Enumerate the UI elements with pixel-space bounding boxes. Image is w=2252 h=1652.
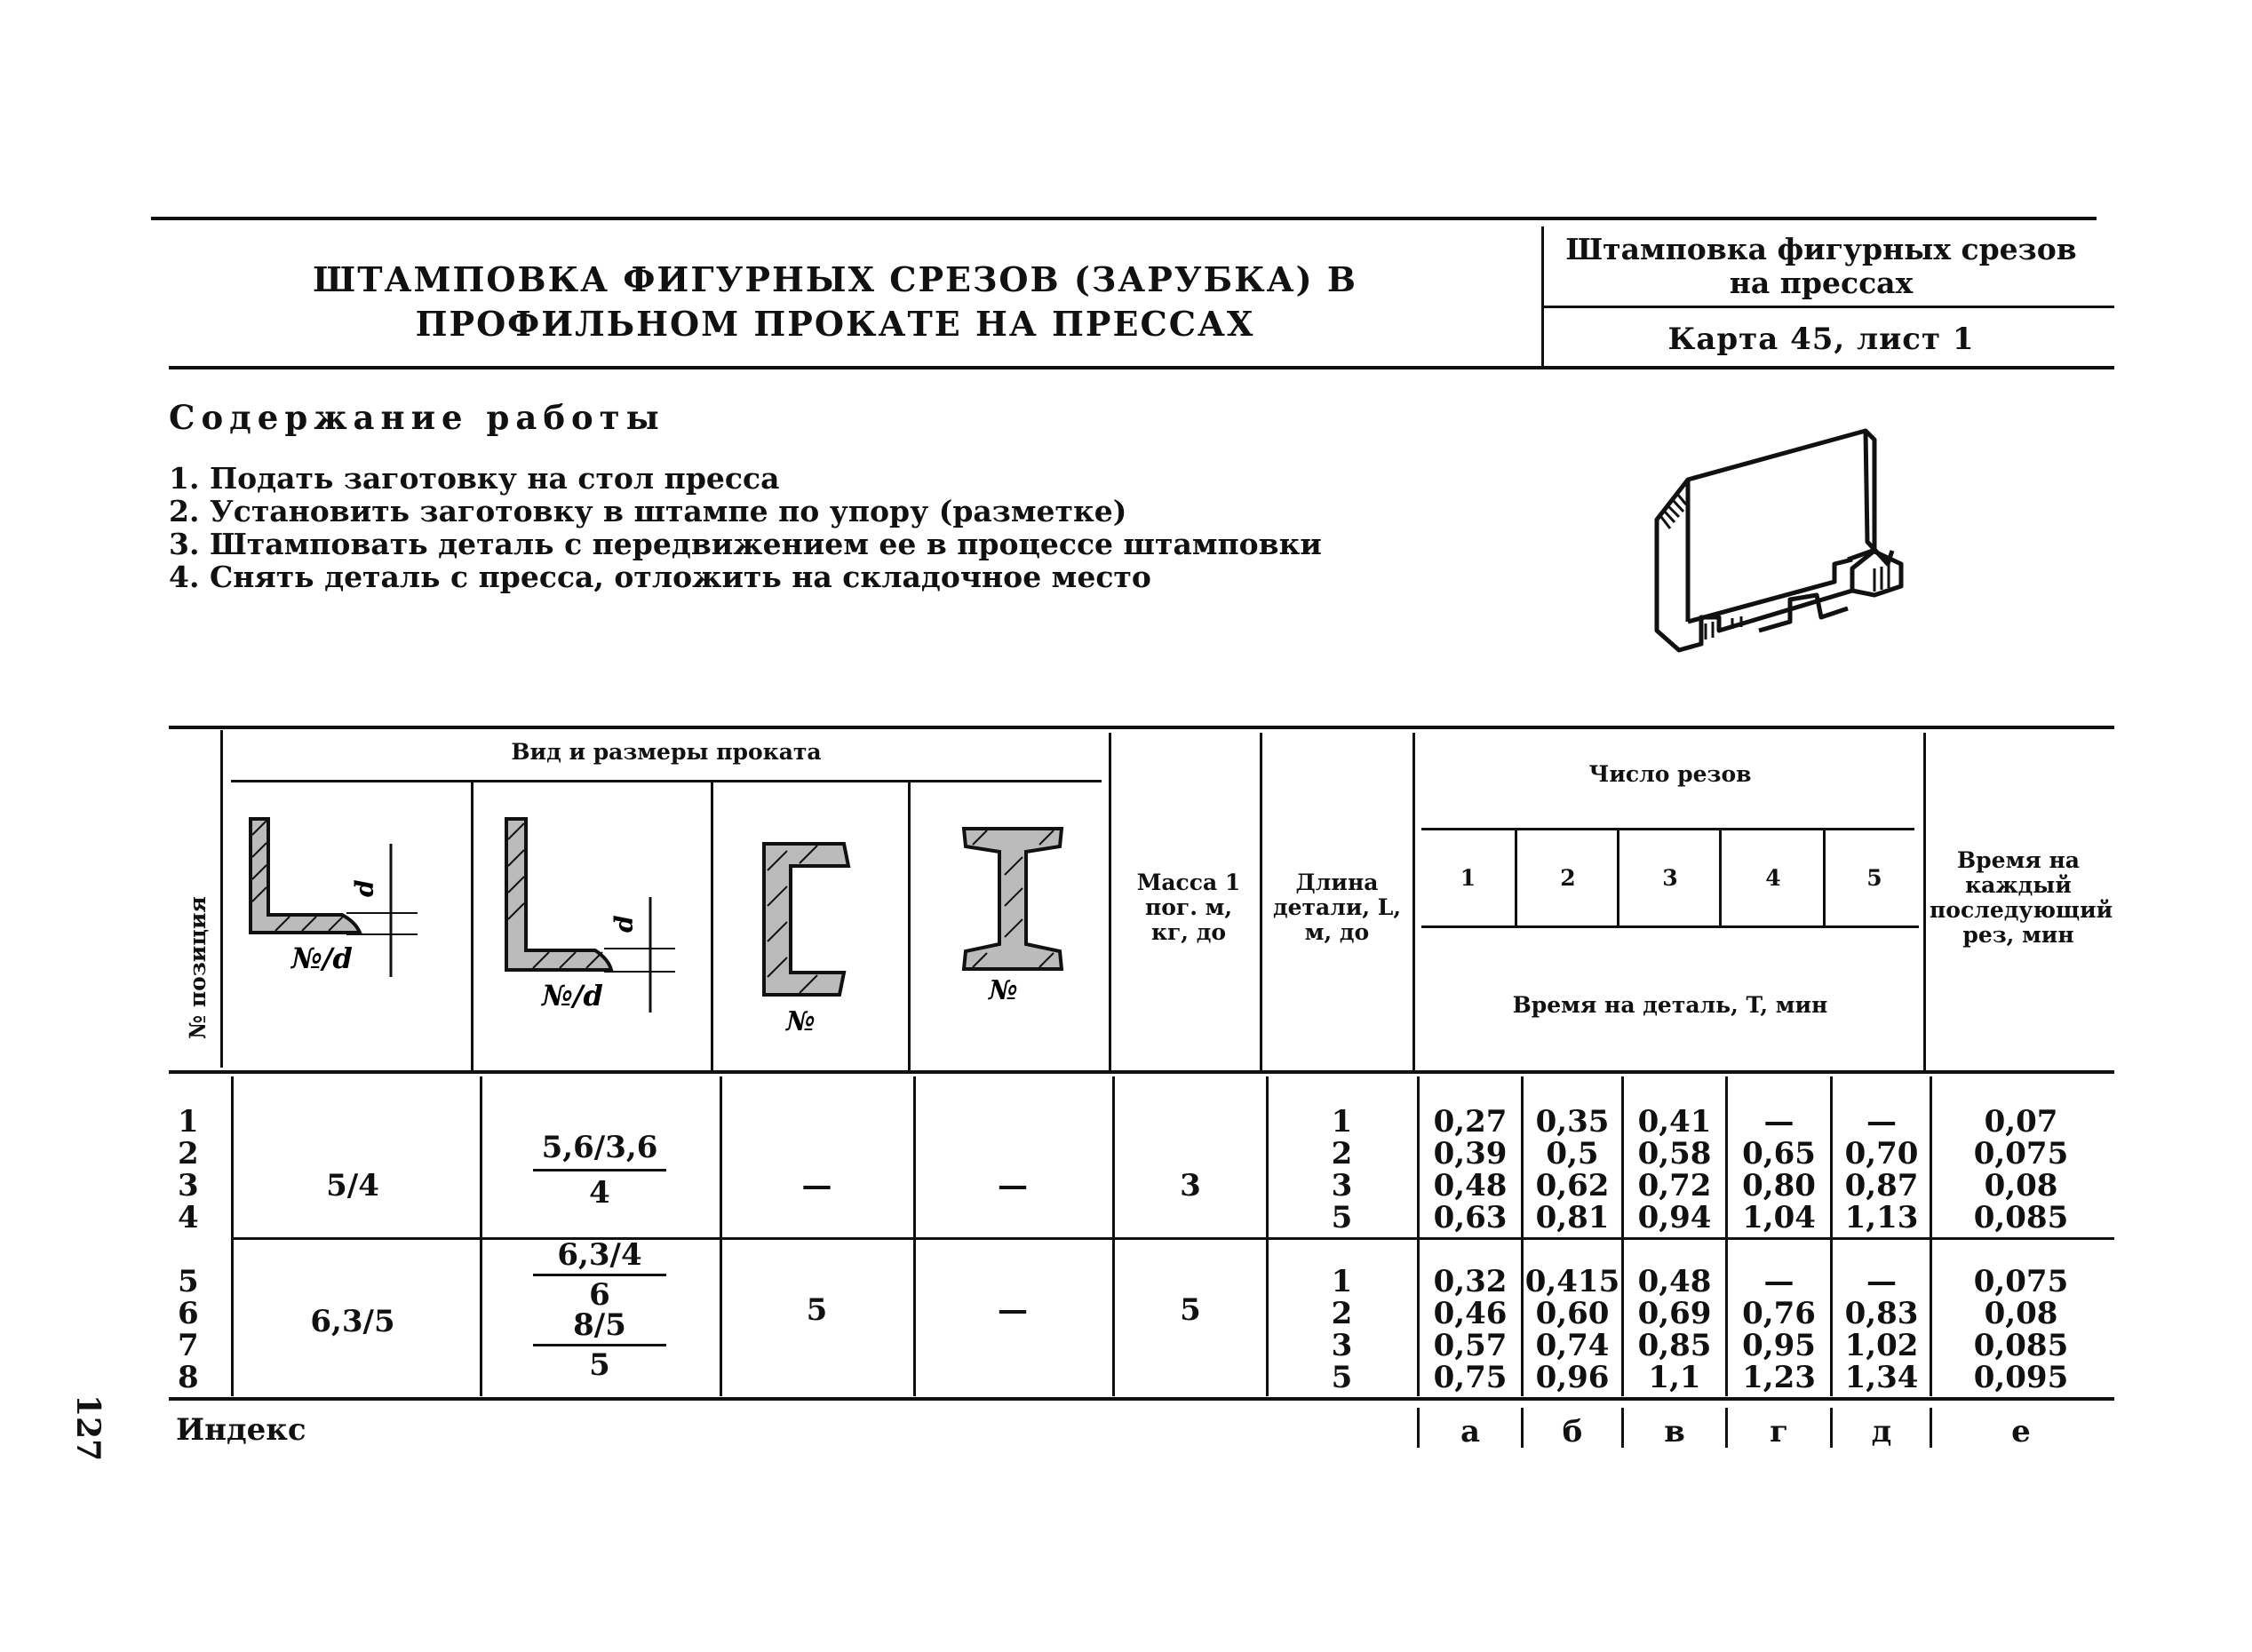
- col-mass-header: Масса 1 пог. м, кг, до: [1136, 870, 1241, 945]
- angle-unequal-cell: [484, 1130, 715, 1211]
- col-line: [1617, 830, 1619, 926]
- mass-cell: 5: [1180, 1292, 1201, 1328]
- position-cell: 3: [178, 1168, 199, 1203]
- cuts-group-rule: [1421, 828, 1914, 830]
- angle-unequal-cell: [484, 1237, 715, 1383]
- index-cell: е: [2011, 1414, 2031, 1449]
- time-cell: 1,04: [1742, 1200, 1816, 1235]
- table-bottom-rule: [169, 1397, 2114, 1401]
- profile-label: №/d: [291, 941, 353, 975]
- fraction-bottom: 4: [589, 1175, 610, 1211]
- col-time-detail-header: Время на деталь, T, мин: [1512, 992, 1828, 1018]
- angle-equal-cell: 5/4: [326, 1168, 379, 1203]
- time-cell: 0,94: [1637, 1200, 1712, 1235]
- length-cell: 3: [1331, 1328, 1353, 1363]
- position-cell: 1: [178, 1104, 199, 1140]
- col-line: [711, 782, 713, 1070]
- angle-equal-cell: 6,3/5: [310, 1304, 395, 1339]
- col-line: [1412, 733, 1415, 1070]
- part-illustration: [1635, 417, 1910, 684]
- time-cell: 1,13: [1844, 1200, 1919, 1235]
- time-cell: 1,23: [1742, 1360, 1816, 1395]
- cut-number: 1: [1460, 865, 1476, 891]
- cut-number: 3: [1662, 865, 1678, 891]
- col-line: [480, 1076, 482, 1396]
- time-cell: 0,46: [1433, 1296, 1508, 1331]
- position-column: [178, 1106, 213, 1234]
- time-cut3-column: [1624, 1106, 1725, 1234]
- time-cell: 0,96: [1535, 1360, 1610, 1395]
- channel-profile-icon: [746, 835, 888, 1039]
- ibeam-cell: —: [998, 1168, 1028, 1203]
- col-position-header: № позиция: [185, 896, 211, 1039]
- index-label: Индекс: [176, 1412, 306, 1448]
- time-cell: 0,075: [1973, 1264, 2069, 1299]
- index-cell: д: [1871, 1414, 1892, 1449]
- mass-cell: 3: [1180, 1168, 1201, 1203]
- channel-cell: —: [801, 1168, 832, 1203]
- top-rule: [151, 217, 2097, 220]
- cut-number: 2: [1560, 865, 1576, 891]
- time-cell: 1,1: [1648, 1360, 1701, 1395]
- time-cell: 0,08: [1984, 1168, 2058, 1203]
- time-cell: 0,57: [1433, 1328, 1508, 1363]
- fraction-bottom: 6: [589, 1277, 610, 1313]
- work-heading: Содержание работы: [169, 398, 665, 437]
- col-cuts-header: Число резов: [1588, 761, 1752, 787]
- col-line: [1109, 733, 1111, 1070]
- time-cut4-column: [1728, 1106, 1830, 1234]
- header-bottom-rule: [169, 366, 2114, 369]
- time-cell: 0,35: [1535, 1104, 1610, 1140]
- time-cut5-column: [1833, 1106, 1930, 1234]
- fraction-bottom: 5: [589, 1347, 610, 1383]
- unequal-angle-profile-icon: [497, 808, 693, 1021]
- card-sheet: Карта 45, лист 1: [1667, 322, 1975, 357]
- time-cell: 1,02: [1844, 1328, 1919, 1363]
- time-cell: 0,63: [1433, 1200, 1508, 1235]
- index-cell: в: [1664, 1414, 1685, 1449]
- profile-label: №: [989, 975, 1018, 1006]
- time-cell: 0,85: [1637, 1328, 1712, 1363]
- length-cell: 3: [1331, 1168, 1353, 1203]
- time-cell: 0,39: [1433, 1136, 1508, 1171]
- col-profile-header: Вид и размеры проката: [511, 739, 822, 765]
- time-cell: 0,085: [1973, 1328, 2069, 1363]
- time-cell: 0,74: [1535, 1328, 1610, 1363]
- profile-label: №/d: [542, 979, 603, 1013]
- position-cell: 6: [178, 1296, 199, 1331]
- fraction-top: 5,6/3,6: [541, 1130, 658, 1165]
- time-cell: 1,34: [1844, 1360, 1919, 1395]
- time-cell: 0,095: [1973, 1360, 2069, 1395]
- time-cell: 0,415: [1524, 1264, 1620, 1299]
- position-cell: 4: [178, 1200, 199, 1235]
- time-cell: 0,58: [1637, 1136, 1712, 1171]
- profile-group-rule: [231, 780, 1102, 782]
- time-cell: 0,085: [1973, 1200, 2069, 1235]
- page-number: 127: [69, 1394, 107, 1462]
- time-cell: 0,075: [1973, 1136, 2069, 1171]
- col-line: [1719, 830, 1722, 926]
- card-title: Штамповка фигурных срезов на прессах: [1565, 232, 2077, 300]
- time-cut2-column: [1524, 1106, 1621, 1234]
- time-cell: 0,83: [1844, 1296, 1919, 1331]
- time-cell: —: [1763, 1104, 1794, 1140]
- col-line: [1923, 733, 1926, 1070]
- profile-d-label: d: [350, 879, 379, 897]
- time-cell: 0,48: [1637, 1264, 1712, 1299]
- table-top-rule: [169, 726, 2114, 729]
- fraction-top: 8/5: [573, 1307, 626, 1343]
- index-cell: б: [1562, 1414, 1583, 1449]
- table-head-rule: [169, 1070, 2114, 1074]
- fraction-top: 6,3/4: [557, 1237, 642, 1273]
- time-cell: —: [1866, 1264, 1897, 1299]
- profile-d-label: d: [609, 915, 639, 933]
- length-column: [1269, 1106, 1415, 1234]
- col-line: [720, 1076, 722, 1396]
- cut-number: 5: [1866, 865, 1882, 891]
- cuts-numbers-rule: [1421, 925, 1919, 928]
- time-cell: 0,65: [1742, 1136, 1816, 1171]
- col-line: [1112, 1076, 1115, 1396]
- time-cell: 0,75: [1433, 1360, 1508, 1395]
- col-line: [908, 782, 911, 1070]
- length-column: [1269, 1266, 1415, 1394]
- col-line: [913, 1076, 916, 1396]
- time-cell: —: [1763, 1264, 1794, 1299]
- time-cell: 0,95: [1742, 1328, 1816, 1363]
- time-each-column: [1932, 1106, 2110, 1234]
- work-step: 3. Штамповать деталь с передвижением ее в процессе штамповки: [169, 527, 1322, 561]
- time-cut2-column: [1524, 1266, 1621, 1394]
- time-cut1-column: [1420, 1266, 1521, 1394]
- time-cell: 0,87: [1844, 1168, 1919, 1203]
- profile-label: №: [786, 1006, 816, 1037]
- card-divider: [1544, 306, 2114, 308]
- page-title: ШТАМПОВКА ФИГУРНЫХ СРЕЗОВ (ЗАРУБКА) В ПРОФИЛЬНОМ ПРОКАТЕ НА ПРЕССАХ: [313, 259, 1357, 344]
- time-cut5-column: [1833, 1266, 1930, 1394]
- index-cell: г: [1770, 1414, 1788, 1449]
- col-time-each-header: Время на каждый последующий рез, мин: [1930, 847, 2113, 948]
- length-cell: 5: [1331, 1360, 1353, 1395]
- index-cell: а: [1460, 1414, 1481, 1449]
- time-cell: 0,62: [1535, 1168, 1610, 1203]
- col-line: [220, 730, 223, 1068]
- col-line: [471, 782, 473, 1070]
- position-column: [178, 1266, 213, 1394]
- time-cell: 0,5: [1546, 1136, 1599, 1171]
- work-step: 1. Подать заготовку на стол пресса: [169, 461, 780, 496]
- cut-number: 4: [1765, 865, 1781, 891]
- header-divider: [1541, 226, 1544, 369]
- work-steps: [169, 462, 1322, 593]
- col-line: [1260, 733, 1262, 1070]
- col-line: [231, 1076, 234, 1396]
- time-cell: 0,60: [1535, 1296, 1610, 1331]
- channel-cell: 5: [806, 1292, 828, 1328]
- position-cell: 7: [178, 1328, 199, 1363]
- time-cut4-column: [1728, 1266, 1830, 1394]
- time-cell: 0,80: [1742, 1168, 1816, 1203]
- time-cell: 0,69: [1637, 1296, 1712, 1331]
- position-cell: 8: [178, 1360, 199, 1395]
- time-cell: 0,76: [1742, 1296, 1816, 1331]
- time-cell: 0,32: [1433, 1264, 1508, 1299]
- ibeam-cell: —: [998, 1292, 1028, 1328]
- time-cell: 0,41: [1637, 1104, 1712, 1140]
- time-cell: 0,48: [1433, 1168, 1508, 1203]
- length-cell: 1: [1331, 1264, 1353, 1299]
- time-cell: 0,72: [1637, 1168, 1712, 1203]
- work-step: 2. Установить заготовку в штампе по упору (разметке): [169, 494, 1127, 528]
- time-cut3-column: [1624, 1266, 1725, 1394]
- time-cell: 0,08: [1984, 1296, 2058, 1331]
- time-cell: 0,70: [1844, 1136, 1919, 1171]
- position-cell: 2: [178, 1136, 199, 1171]
- length-cell: 2: [1331, 1136, 1353, 1171]
- ibeam-profile-icon: [955, 822, 1079, 1008]
- length-cell: 5: [1331, 1200, 1353, 1235]
- time-cut1-column: [1420, 1106, 1521, 1234]
- length-cell: 2: [1331, 1296, 1353, 1331]
- time-cell: 0,27: [1433, 1104, 1508, 1140]
- col-line: [1515, 830, 1517, 926]
- time-cell: —: [1866, 1104, 1897, 1140]
- time-cell: 0,07: [1984, 1104, 2058, 1140]
- equal-angle-profile-icon: [240, 808, 435, 986]
- col-length-header: Длина детали, L, м, до: [1272, 870, 1402, 945]
- time-each-column: [1932, 1266, 2110, 1394]
- position-cell: 5: [178, 1264, 199, 1299]
- time-cell: 0,81: [1535, 1200, 1610, 1235]
- length-cell: 1: [1331, 1104, 1353, 1140]
- work-step: 4. Снять деталь с пресса, отложить на складочное место: [169, 560, 1151, 594]
